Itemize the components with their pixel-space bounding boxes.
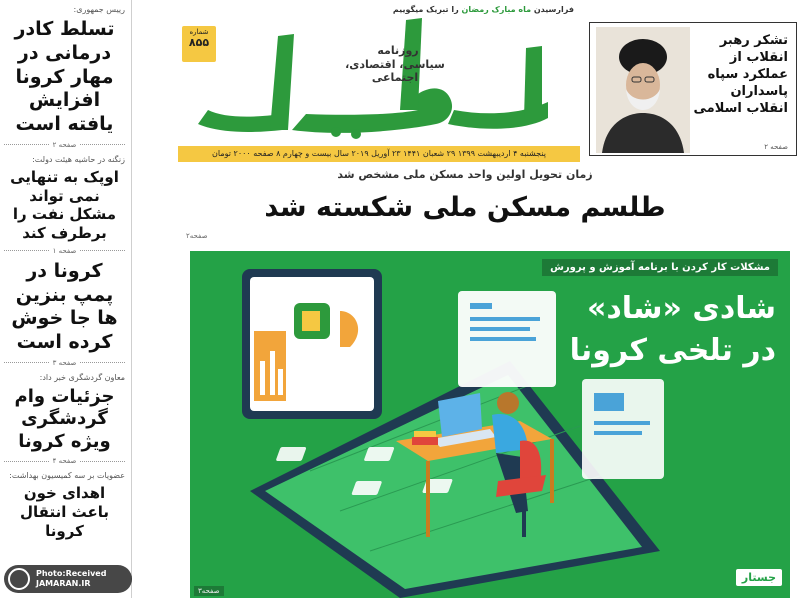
story-page: صفحه ۳ [4, 359, 125, 367]
story-kicker: عضویات بر سه کمیسیون بهداشت: [9, 471, 125, 481]
left-story-2[interactable] [4, 154, 125, 255]
left-story-3[interactable] [4, 260, 125, 367]
camera-logo-icon [8, 568, 30, 590]
story-headline: اهدای خون باعث انتقال کرونا [20, 484, 109, 540]
jostar-watermark: جستار [736, 569, 782, 586]
leader-story-box[interactable] [589, 22, 797, 156]
leader-story-headline: تشکر رهبر انقلاب از عملکرد سپاه پاسداران انقلاب اسلامی [693, 33, 788, 116]
issue-number-box [182, 26, 216, 62]
main-story-page: صفحه۲ [186, 232, 208, 240]
story-headline: اوپک به تنهایی نمی تواند مشکل نفت را برطرف کند [10, 167, 119, 242]
story-headline: تسلط کادر درمانی در مهار کرونا افزایش یافته است [14, 18, 115, 135]
dateline-bar: پنجشنبه ۴ اردیبهشت ۱۳۹۹ ۲۹ شعبان ۱۴۴۱ ۲۳ آوریل ۲۰۱۹ سال بیست و چهارم ۸ صفحه ۲۰۰۰ تومان [178, 146, 580, 162]
greeting-prefix: فرارسیدن [533, 5, 574, 14]
issue-label: شماره [189, 28, 209, 36]
story-headline: جزئیات وام گردشگری ویژه کرونا [14, 385, 115, 452]
story-page: صفحه ۴ [4, 457, 125, 465]
watermark-line-1: Photo:Received [36, 569, 107, 579]
left-story-1[interactable] [4, 4, 125, 149]
tagline-newspaper: روزنامه [377, 44, 419, 57]
story-kicker: زنگنه در حاشیه هیئت دولت: [32, 154, 125, 164]
story-kicker: رییس جمهوری: [73, 5, 125, 14]
feature-title-line-2: در تلخی کرونا [569, 333, 776, 368]
jamaran-watermark [4, 565, 132, 593]
feature-badge: مشکلات کار کردن با برنامه آموزش و پرورش [542, 259, 778, 276]
tagline-categories: سیاسی، اقتصادی، اجتماعی [345, 58, 445, 84]
story-headline: کرونا در پمپ بنزین ها جا خوش کرده است [11, 259, 118, 353]
left-news-column [0, 0, 132, 598]
story-page: صفحه ۲ [4, 141, 125, 149]
watermark-text [36, 569, 106, 588]
greeting-highlight: ماه مبارک رمضان [461, 5, 532, 14]
leader-story-page: صفحه ۲ [764, 143, 788, 151]
feature-title-line-1: شادی «شاد» [586, 291, 776, 326]
main-headline[interactable]: طلسم مسکن ملی شکسته شد [264, 192, 666, 223]
watermark-line-2: JAMARAN.IR [36, 579, 91, 588]
left-story-4[interactable] [4, 372, 125, 466]
issue-number: ۸۵۵ [188, 36, 210, 49]
main-supertitle: زمان تحویل اولین واحد مسکن ملی مشخص شد [337, 168, 593, 181]
feature-story[interactable] [190, 251, 790, 598]
story-kicker: معاون گردشگری خبر داد: [39, 372, 125, 382]
story-page: صفحه ۱ [4, 247, 125, 255]
feature-page: صفحه۳ [194, 586, 224, 596]
portrait-photo [596, 27, 690, 153]
left-story-5[interactable] [4, 470, 125, 540]
greeting-suffix: را تبریک میگوییم [392, 5, 459, 14]
masthead [178, 0, 580, 165]
